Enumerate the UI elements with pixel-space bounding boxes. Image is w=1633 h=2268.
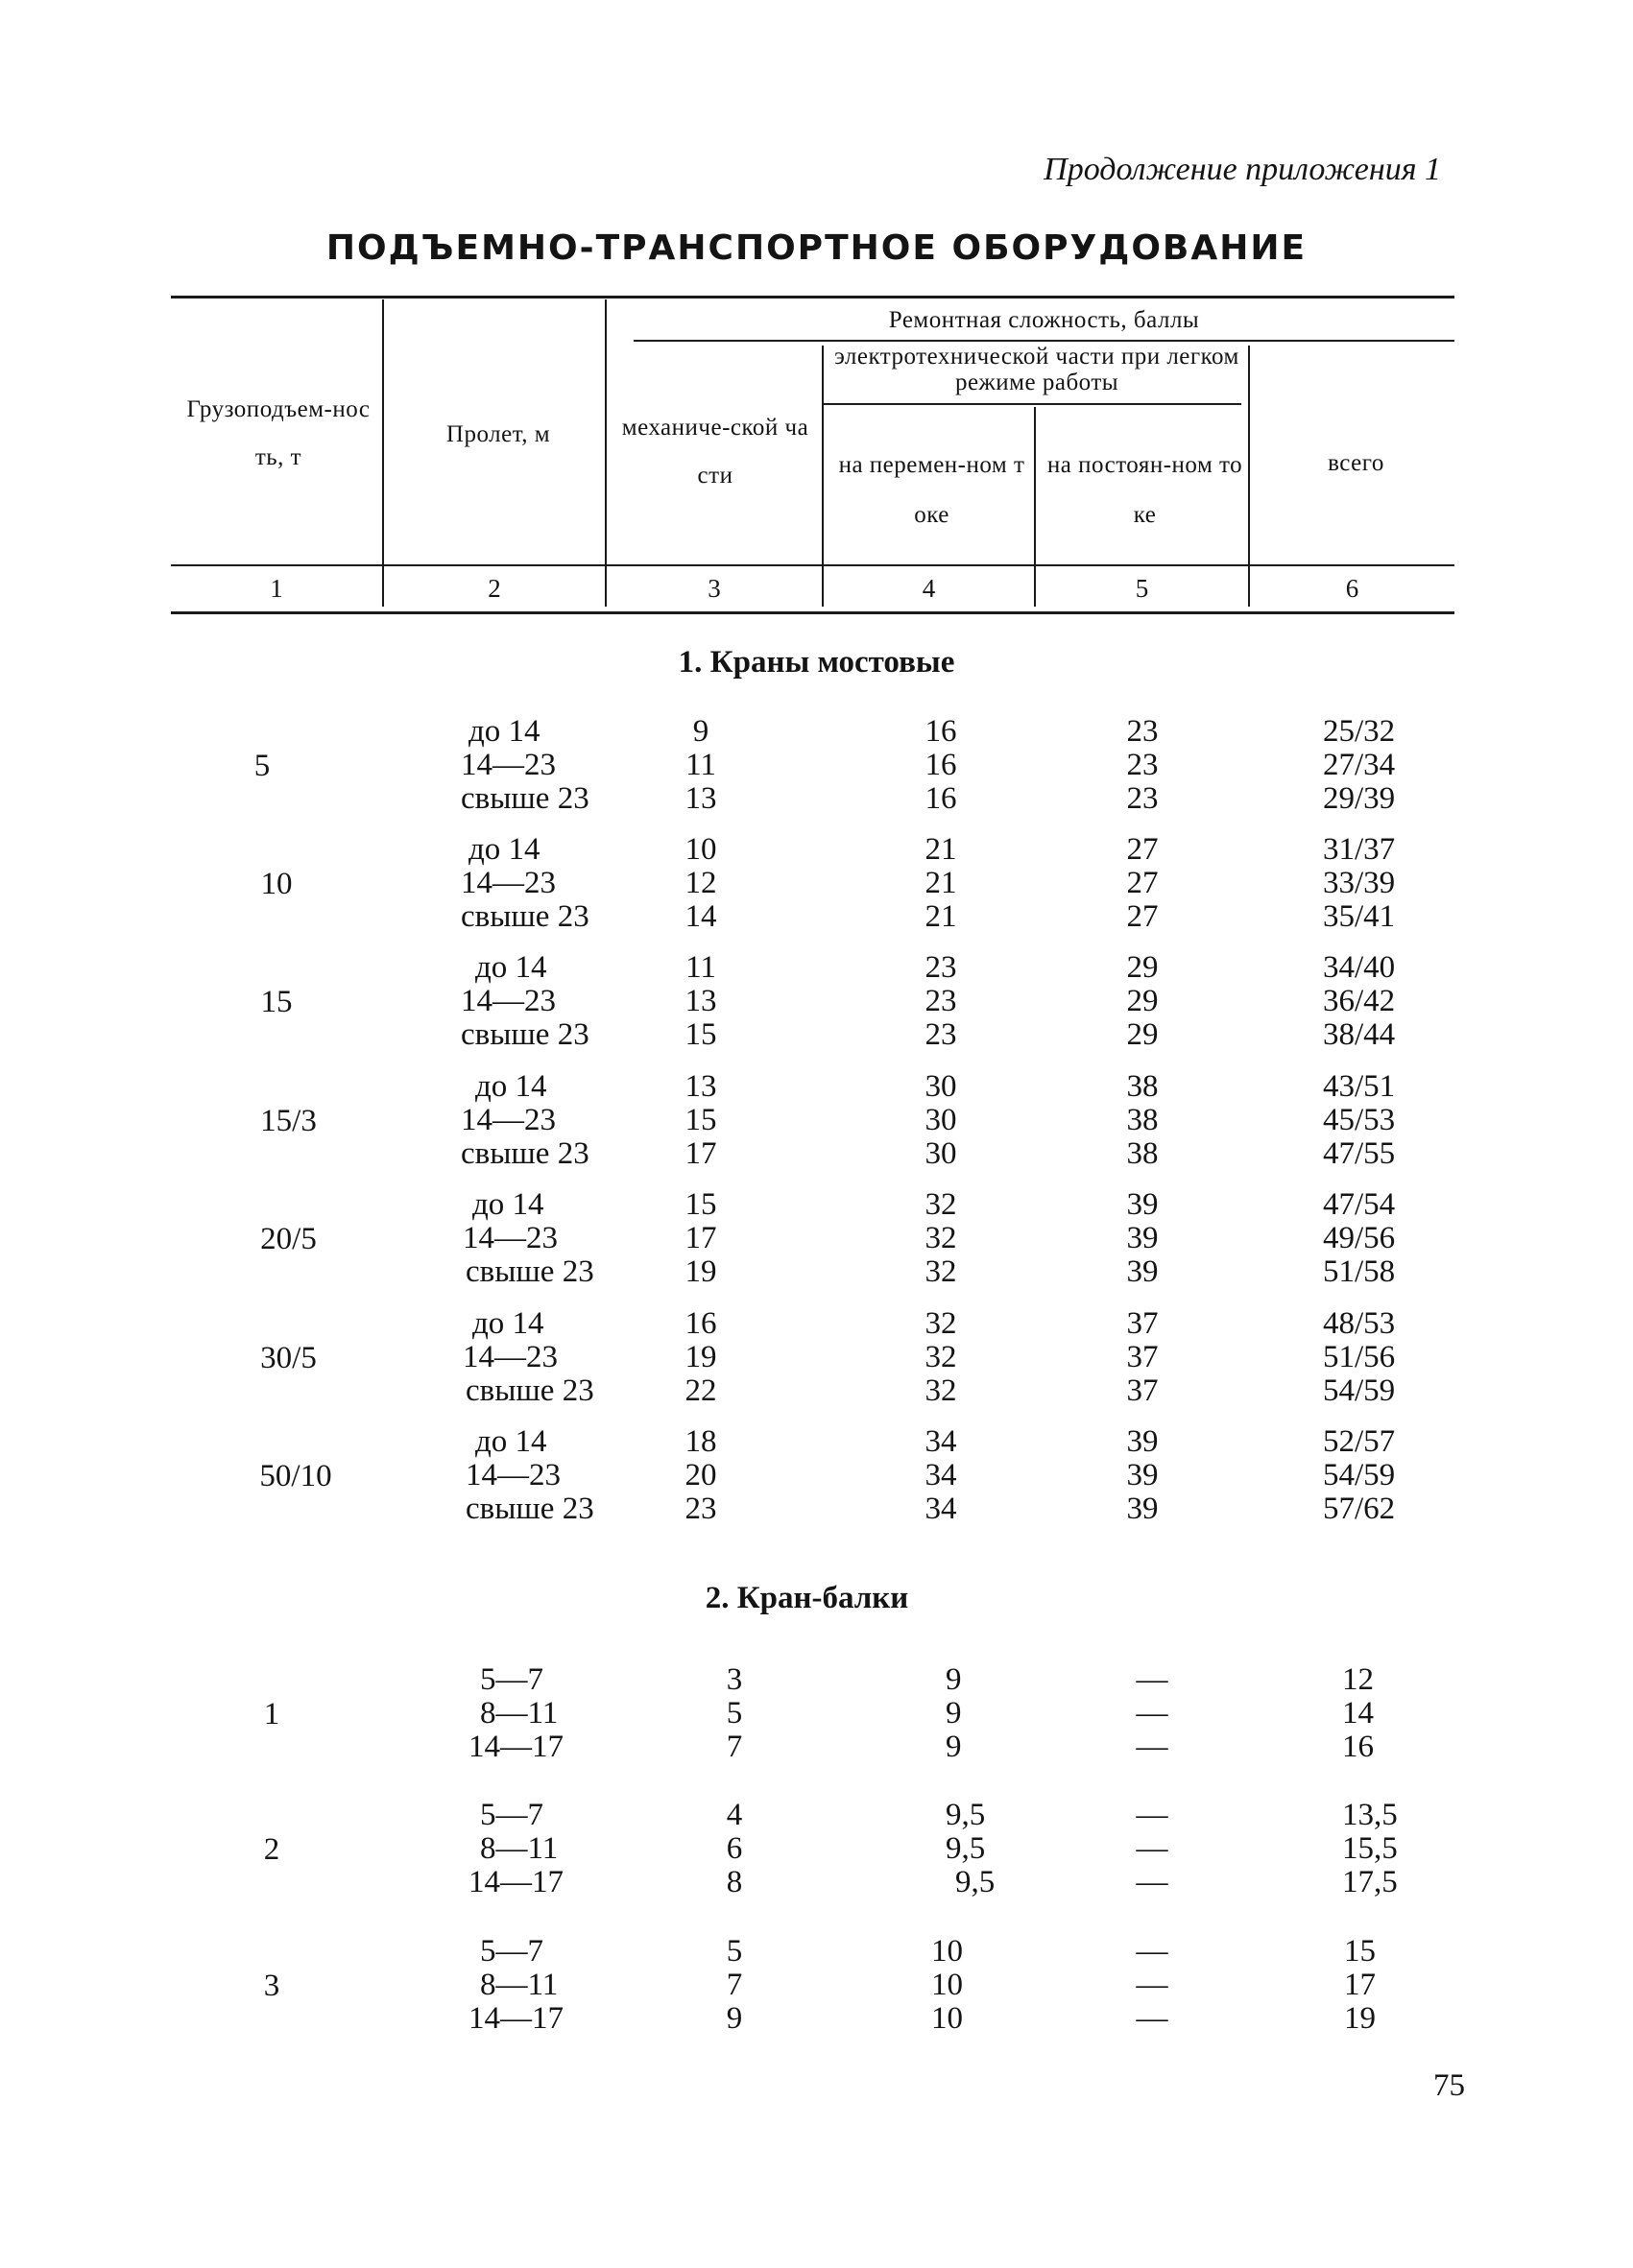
electrical-rule [824, 403, 1241, 405]
span-cell: свыше 23 [461, 781, 589, 816]
dc-cell: 38 [1126, 1136, 1159, 1171]
header-dc: на постоян-ном токе [1046, 452, 1243, 528]
dc-cell: 37 [1126, 1306, 1159, 1341]
total-cell: 47/54 [1323, 1187, 1396, 1222]
mechanical-cell: 17 [684, 1136, 717, 1171]
total-cell: 47/55 [1323, 1136, 1396, 1171]
dc-cell: — [1136, 1696, 1168, 1731]
total-cell: 27/34 [1323, 748, 1396, 782]
capacity-value: 1 [263, 1697, 280, 1731]
column-number: 1 [270, 574, 283, 603]
total-cell: 51/56 [1323, 1340, 1396, 1374]
total-cell: 15,5 [1342, 1831, 1398, 1866]
total-cell: 25/32 [1323, 714, 1396, 749]
span-cell: 14—23 [461, 1103, 556, 1137]
dc-cell: 29 [1126, 1017, 1159, 1052]
col-divider-1 [382, 299, 384, 607]
total-cell: 34/40 [1323, 950, 1396, 985]
header-mechanical: механиче-ской части [621, 415, 809, 489]
header-top-rule [171, 296, 1454, 298]
span-cell: свыше 23 [466, 1254, 594, 1289]
span-cell: до 14 [475, 1424, 547, 1459]
total-cell: 15 [1344, 1934, 1376, 1969]
ac-cell: 10 [931, 1934, 963, 1969]
capacity-value: 15 [260, 985, 293, 1019]
mechanical-cell: 23 [684, 1492, 717, 1526]
ac-cell: 32 [925, 1254, 957, 1289]
header-bottom-rule [171, 564, 1454, 566]
mechanical-cell: 12 [684, 866, 717, 900]
span-cell: свыше 23 [461, 899, 589, 934]
span-cell: свыше 23 [461, 1017, 589, 1052]
span-cell: 14—23 [461, 984, 556, 1018]
mechanical-cell: 19 [684, 1340, 717, 1374]
header-electrical: электротехнической части при легком режиме работы [834, 344, 1239, 395]
mechanical-cell: 7 [726, 1968, 743, 2002]
mechanical-cell: 13 [684, 1069, 717, 1104]
dc-cell: 39 [1126, 1221, 1159, 1255]
ac-cell: 34 [925, 1424, 957, 1459]
column-number: 2 [488, 574, 501, 603]
dc-cell: 37 [1126, 1340, 1159, 1374]
header-span: Пролет, м [445, 421, 551, 447]
dc-cell: — [1136, 1730, 1168, 1764]
ac-cell: 32 [925, 1340, 957, 1374]
mechanical-cell: 3 [726, 1662, 743, 1697]
ac-cell: 32 [925, 1187, 957, 1222]
capacity-value: 30/5 [260, 1341, 317, 1375]
total-cell: 49/56 [1323, 1221, 1396, 1255]
dc-cell: 39 [1126, 1424, 1159, 1459]
section-title-bridge-cranes: 1. Краны мостовые [678, 645, 955, 680]
mechanical-cell: 18 [684, 1424, 717, 1459]
total-cell: 48/53 [1323, 1306, 1396, 1341]
dc-cell: — [1136, 1865, 1168, 1899]
mechanical-cell: 5 [726, 1696, 743, 1731]
table-head-end-rule [171, 611, 1454, 614]
header-ac: на перемен-ном токе [838, 452, 1025, 528]
dc-cell: 27 [1126, 866, 1159, 900]
mechanical-cell: 11 [685, 950, 716, 985]
total-cell: 19 [1344, 2001, 1376, 2036]
dc-cell: 23 [1126, 781, 1159, 816]
span-cell: до 14 [472, 1306, 544, 1341]
ac-cell: 9,5 [955, 1865, 996, 1899]
page-title: ПОДЪЕМНО-ТРАНСПОРТНОЕ ОБОРУДОВАНИЕ [325, 228, 1308, 268]
ac-cell: 30 [925, 1103, 957, 1137]
ac-cell: 9,5 [946, 1831, 986, 1866]
span-cell: свыше 23 [466, 1492, 594, 1526]
span-cell: 14—23 [461, 748, 556, 782]
span-cell: 5—7 [480, 1662, 543, 1697]
dc-cell: — [1136, 1831, 1168, 1866]
span-cell: 14—17 [468, 1865, 564, 1899]
mechanical-cell: 10 [684, 832, 717, 867]
column-number: 6 [1345, 574, 1359, 603]
dc-cell: — [1136, 2001, 1168, 2036]
mechanical-cell: 5 [726, 1934, 743, 1969]
dc-cell: 27 [1126, 832, 1159, 867]
mechanical-cell: 13 [684, 781, 717, 816]
span-cell: 14—17 [468, 2001, 564, 2036]
span-cell: 5—7 [480, 1798, 543, 1832]
mechanical-cell: 15 [684, 1017, 717, 1052]
ac-cell: 9 [946, 1696, 962, 1731]
continuation-label: Продолжение приложения 1 [1044, 152, 1441, 187]
ac-cell: 30 [925, 1069, 957, 1104]
column-number: 3 [708, 574, 721, 603]
ac-cell: 21 [925, 832, 957, 867]
capacity-value: 50/10 [259, 1459, 332, 1493]
dc-cell: 38 [1126, 1103, 1159, 1137]
ac-cell: 21 [925, 899, 957, 934]
ac-cell: 16 [925, 748, 957, 782]
total-cell: 14 [1342, 1696, 1374, 1731]
mechanical-cell: 14 [684, 899, 717, 934]
dc-cell: 39 [1126, 1492, 1159, 1526]
mechanical-cell: 19 [684, 1254, 717, 1289]
capacity-value: 3 [263, 1969, 280, 2003]
ac-cell: 34 [925, 1458, 957, 1492]
group-rule [634, 340, 1454, 342]
span-cell: до 14 [475, 1069, 547, 1104]
span-cell: 8—11 [480, 1831, 559, 1866]
total-cell: 17,5 [1342, 1865, 1398, 1899]
total-cell: 51/58 [1323, 1254, 1396, 1289]
header-capacity: Грузоподъем-ность, т [186, 396, 371, 470]
ac-cell: 23 [925, 950, 957, 985]
mechanical-cell: 7 [726, 1730, 743, 1764]
total-cell: 13,5 [1342, 1798, 1398, 1832]
mechanical-cell: 4 [726, 1798, 743, 1832]
capacity-value: 15/3 [260, 1104, 317, 1138]
capacity-value: 10 [260, 867, 293, 901]
ac-cell: 23 [925, 984, 957, 1018]
header-total: всего [1328, 450, 1384, 476]
dc-cell: 23 [1126, 714, 1159, 749]
ac-cell: 9 [946, 1730, 962, 1764]
dc-cell: 27 [1126, 899, 1159, 934]
mechanical-cell: 9 [692, 714, 709, 749]
mechanical-cell: 20 [684, 1458, 717, 1492]
total-cell: 17 [1344, 1968, 1376, 2002]
dc-cell: — [1136, 1662, 1168, 1697]
dc-cell: 39 [1126, 1458, 1159, 1492]
span-cell: 14—23 [463, 1221, 558, 1255]
capacity-value: 20/5 [260, 1222, 317, 1256]
span-cell: до 14 [468, 714, 540, 749]
mechanical-cell: 17 [684, 1221, 717, 1255]
mechanical-cell: 8 [726, 1865, 743, 1899]
total-cell: 16 [1342, 1730, 1374, 1764]
span-cell: до 14 [472, 1187, 544, 1222]
total-cell: 43/51 [1323, 1069, 1396, 1104]
total-cell: 29/39 [1323, 781, 1396, 816]
mechanical-cell: 16 [684, 1306, 717, 1341]
total-cell: 54/59 [1323, 1373, 1396, 1408]
mechanical-cell: 15 [684, 1187, 717, 1222]
column-number: 4 [922, 574, 936, 603]
ac-cell: 32 [925, 1221, 957, 1255]
span-cell: 5—7 [480, 1934, 543, 1969]
capacity-value: 2 [263, 1832, 280, 1867]
ac-cell: 10 [931, 1968, 963, 2002]
dc-cell: 39 [1126, 1187, 1159, 1222]
dc-cell: — [1136, 1798, 1168, 1832]
span-cell: 8—11 [480, 1968, 559, 2002]
header-repair-group: Ремонтная сложность, баллы [888, 307, 1200, 333]
page-number: 75 [1433, 2068, 1465, 2103]
dc-cell: — [1136, 1934, 1168, 1969]
total-cell: 54/59 [1323, 1458, 1396, 1492]
span-cell: 14—17 [468, 1730, 564, 1764]
span-cell: до 14 [475, 950, 547, 985]
ac-cell: 32 [925, 1373, 957, 1408]
mechanical-cell: 9 [726, 2001, 743, 2036]
mechanical-cell: 13 [684, 984, 717, 1018]
total-cell: 31/37 [1323, 832, 1396, 867]
dc-cell: 37 [1126, 1373, 1159, 1408]
ac-cell: 9,5 [946, 1798, 986, 1832]
total-cell: 33/39 [1323, 866, 1396, 900]
total-cell: 36/42 [1323, 984, 1396, 1018]
total-cell: 35/41 [1323, 899, 1396, 934]
ac-cell: 34 [925, 1492, 957, 1526]
mechanical-cell: 11 [685, 748, 716, 782]
dc-cell: 29 [1126, 950, 1159, 985]
dc-cell: 23 [1126, 748, 1159, 782]
ac-cell: 9 [946, 1662, 962, 1697]
total-cell: 12 [1342, 1662, 1374, 1697]
ac-cell: 21 [925, 866, 957, 900]
total-cell: 57/62 [1323, 1492, 1396, 1526]
mechanical-cell: 22 [684, 1373, 717, 1408]
column-number: 5 [1135, 574, 1149, 603]
span-cell: 14—23 [461, 866, 556, 900]
span-cell: 8—11 [480, 1696, 559, 1731]
span-cell: до 14 [468, 832, 540, 867]
col-divider-3 [822, 346, 824, 607]
total-cell: 52/57 [1323, 1424, 1396, 1459]
ac-cell: 23 [925, 1017, 957, 1052]
col-divider-2 [605, 299, 607, 607]
col-divider-5 [1248, 346, 1250, 607]
span-cell: свыше 23 [466, 1373, 594, 1408]
ac-cell: 30 [925, 1136, 957, 1171]
dc-cell: 39 [1126, 1254, 1159, 1289]
section-title-crane-beams: 2. Кран-балки [705, 1581, 909, 1615]
mechanical-cell: 6 [726, 1831, 743, 1866]
total-cell: 38/44 [1323, 1017, 1396, 1052]
span-cell: 14—23 [466, 1458, 561, 1492]
span-cell: 14—23 [463, 1340, 558, 1374]
capacity-value: 5 [253, 749, 271, 783]
span-cell: свыше 23 [461, 1136, 589, 1171]
mechanical-cell: 15 [684, 1103, 717, 1137]
dc-cell: — [1136, 1968, 1168, 2002]
dc-cell: 38 [1126, 1069, 1159, 1104]
ac-cell: 16 [925, 781, 957, 816]
total-cell: 45/53 [1323, 1103, 1396, 1137]
ac-cell: 32 [925, 1306, 957, 1341]
ac-cell: 10 [931, 2001, 963, 2036]
dc-cell: 29 [1126, 984, 1159, 1018]
ac-cell: 16 [925, 714, 957, 749]
